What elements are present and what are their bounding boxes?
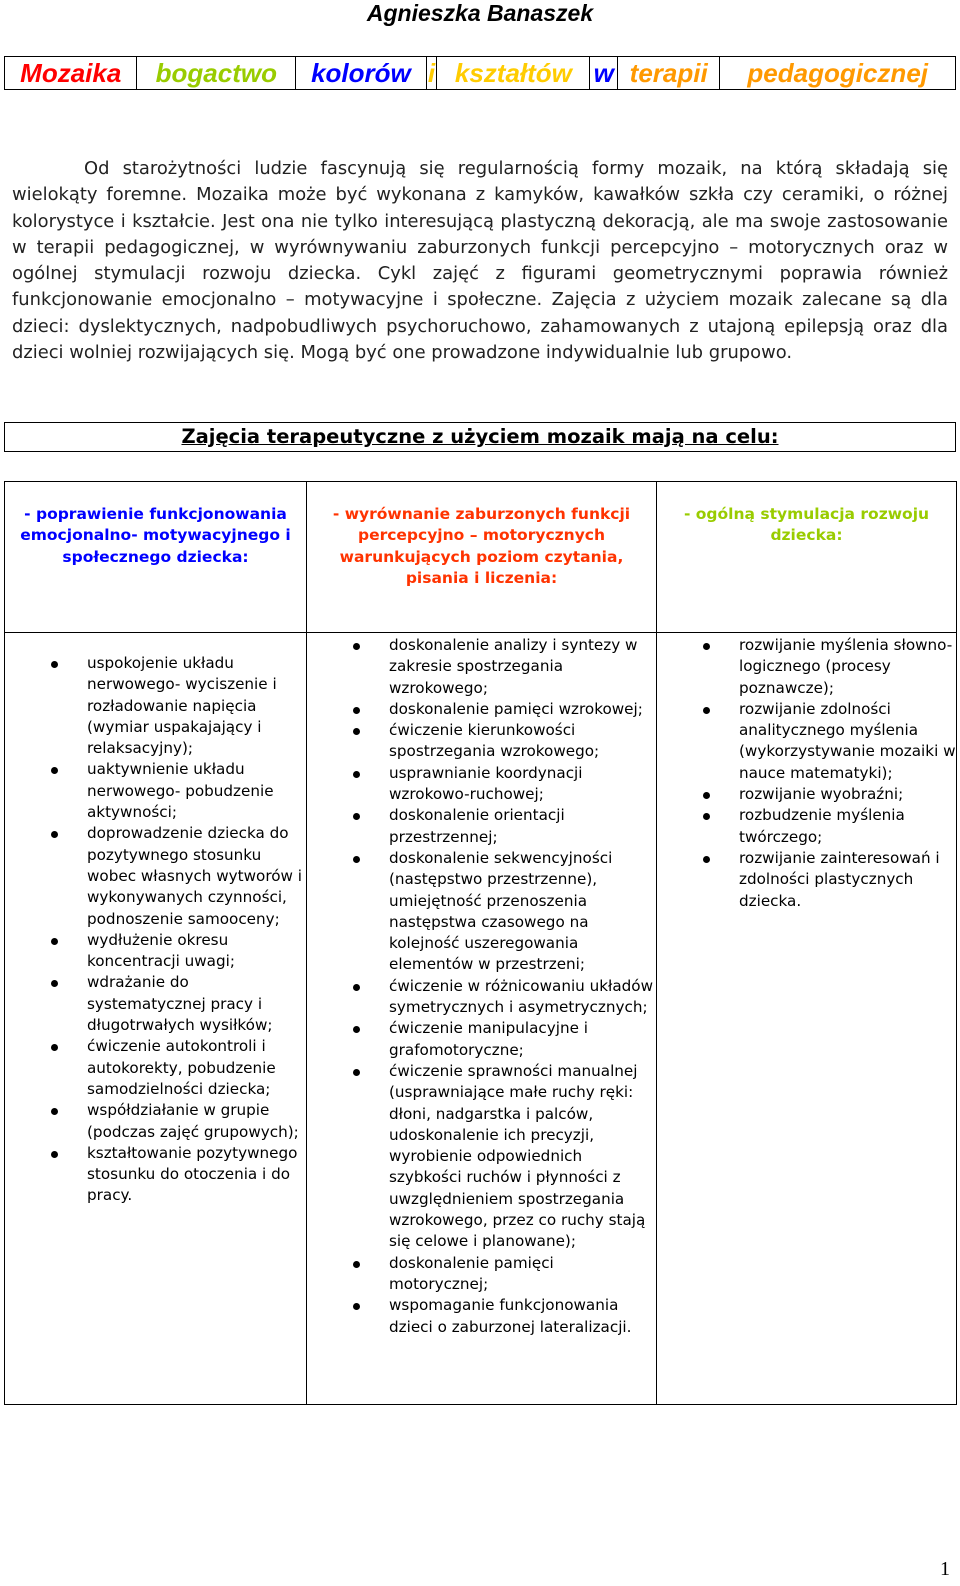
list-item: wydłużenie okresu koncentracji uwagi;: [5, 930, 306, 973]
author-name: Agnieszka Banaszek: [366, 0, 594, 26]
goal-heading-perceptual: - wyrównanie zaburzonych funkcji percepcyjno – motorycznych warunkujących poziom czytania, pisania i liczenia:: [307, 482, 657, 633]
goal-list-emotional: [5, 653, 306, 1207]
title-word: terapii: [617, 57, 719, 90]
page-number: 1: [940, 1558, 950, 1580]
list-item: doprowadzenie dziecka do pozytywnego stosunku wobec własnych wytworów i wykonywanych czynności, podnoszenie samooceny;: [5, 823, 306, 929]
title-word: bogactwo: [137, 57, 296, 90]
title-word: pedagogicznej: [720, 57, 956, 90]
list-item: współdziałanie w grupie (podczas zajęć grupowych);: [5, 1100, 306, 1143]
list-item: ćwiczenie autokontroli i autokorekty, pobudzenie samodzielności dziecka;: [5, 1036, 306, 1100]
section-heading-box: [4, 422, 956, 452]
list-item: kształtowanie pozytywnego stosunku do otoczenia i do pracy.: [5, 1143, 306, 1207]
list-item: doskonalenie analizy i syntezy w zakresie spostrzegania wzrokowego;: [307, 635, 656, 699]
title-banner: [4, 56, 956, 90]
goal-list-cell-perceptual: [307, 633, 657, 1405]
list-item: doskonalenie sekwencyjności (następstwo przestrzenne), umiejętność przenoszenia następstwa czasowego na kolejność uszeregowania elementów w przestrzeni;: [307, 848, 656, 976]
list-item: rozwijanie myślenia słowno- logicznego (procesy poznawcze);: [657, 635, 956, 699]
goal-list-perceptual: [307, 635, 656, 1338]
list-item: doskonalenie orientacji przestrzennej;: [307, 805, 656, 848]
intro-paragraph: Od starożytności ludzie fascynują się regularnością formy mozaik, na którą składają się wielokąty foremne. Mozaika może być wykonana z kamyków, kawałków szkła czy ceramiki, o różnej kolorystyce i kształcie. Jest ona nie tylko interesującą plastyczną dekoracją, ale ma swoje zastosowanie w terapii pedagogicznej, w wyrównywaniu zaburzonych funkcji percepcyjno – motorycznych oraz w ogólnej stymulacji rozwoju dziecka. Cykl zajęć z figurami geometrycznymi poprawia również funkcjonowanie emocjonalno – motywacyjne i społeczne. Zajęcia z użyciem mozaik zalecane są dla dzieci: dyslektycznych, nadpobudliwych psychoruchowo, zahamowanych z utajoną epilepsją oraz dla dzieci wolniej rozwijających się. Mogą być one prowadzone indywidualnie lub grupowo.: [12, 158, 948, 364]
goal-list-cell-emotional: [5, 633, 307, 1405]
list-item: wdrażanie do systematycznej pracy i długotrwałych wysiłków;: [5, 972, 306, 1036]
list-item: ćwiczenie w różnicowaniu układów symetrycznych i asymetrycznych;: [307, 976, 656, 1019]
title-word: w: [590, 57, 618, 90]
list-item: rozbudzenie myślenia twórczego;: [657, 805, 956, 848]
section-heading: Zajęcia terapeutyczne z użyciem mozaik mają na celu:: [181, 425, 779, 448]
title-word: i: [427, 58, 436, 88]
list-item: uaktywnienie układu nerwowego- pobudzenie aktywności;: [5, 759, 306, 823]
title-word: kształtów: [437, 57, 590, 90]
title-word: Mozaika: [5, 57, 137, 90]
title-word: kolorów: [296, 57, 427, 90]
list-item: usprawnianie koordynacji wzrokowo-ruchowej;: [307, 763, 656, 806]
list-item: uspokojenie układu nerwowego- wyciszenie i rozładowanie napięcia (wymiar uspakajający i relaksacyjny);: [5, 653, 306, 759]
goal-list-cell-stimulation: [657, 633, 957, 1405]
list-item: rozwijanie zainteresowań i zdolności plastycznych dziecka.: [657, 848, 956, 912]
goal-list-stimulation: [657, 635, 956, 912]
list-item: rozwijanie wyobraźni;: [657, 784, 956, 805]
list-item: ćwiczenie kierunkowości spostrzegania wzrokowego;: [307, 720, 656, 763]
goal-heading-stimulation: - ogólną stymulacja rozwoju dziecka:: [657, 482, 957, 633]
list-item: ćwiczenie sprawności manualnej (usprawniające małe ruchy ręki: dłoni, nadgarstka i palców, udoskonalenie ich precyzji, wyrobienie odpowiednich szybkości ruchów i płynności z uwzględnieniem spostrzegania wzrokowego, przez co ruchy stają się celowe i planowane);: [307, 1061, 656, 1253]
goals-table: [4, 481, 957, 1405]
list-item: wspomaganie funkcjonowania dzieci o zaburzonej lateralizacji.: [307, 1295, 656, 1338]
list-item: ćwiczenie manipulacyjne i grafomotoryczne;: [307, 1018, 656, 1061]
list-item: doskonalenie pamięci wzrokowej;: [307, 699, 656, 720]
list-item: doskonalenie pamięci motorycznej;: [307, 1253, 656, 1296]
list-item: rozwijanie zdolności analitycznego myślenia (wykorzystywanie mozaiki w nauce matematyki);: [657, 699, 956, 784]
goal-heading-emotional: - poprawienie funkcjonowania emocjonalno- motywacyjnego i społecznego dziecka:: [5, 482, 307, 633]
